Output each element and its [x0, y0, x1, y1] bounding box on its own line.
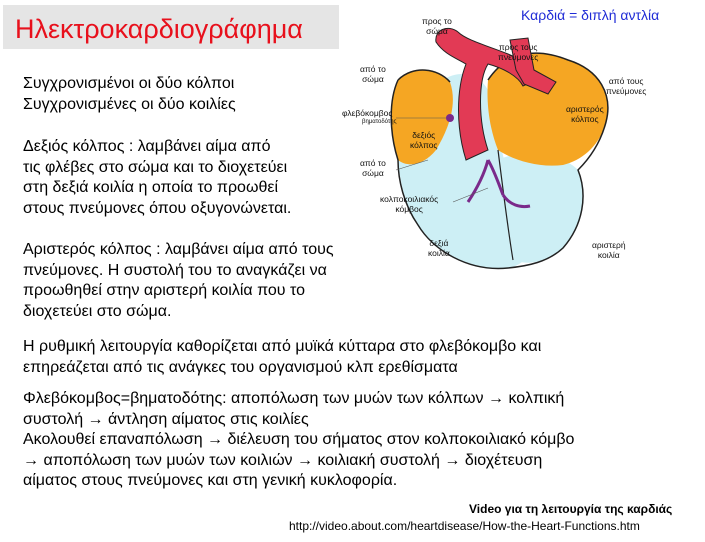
label-line: πνεύμονες: [498, 52, 539, 62]
text-line: Συγχρονισμένες οι δύο κοιλίες: [23, 95, 236, 113]
text-line: τις φλέβες στο σώμα και το διοχετεύει: [23, 158, 288, 176]
text-line: Αριστερός κόλπος : λαμβάνει αίμα από τους: [23, 241, 334, 258]
text-line: Ακολουθεί επαναπόλωση → διέλευση του σήματος στον κολποκοιλιακό κόμβο: [23, 431, 575, 448]
label-av-node: [380, 194, 438, 214]
label-line: αριστερός: [566, 104, 604, 114]
text-line: Η ρυθμική λειτουργία καθορίζεται από μυϊκά κύτταρα στο φλεβόκομβο και: [23, 338, 542, 355]
label-line: προς τους: [498, 42, 538, 52]
label-right-atrium: [410, 130, 438, 150]
label-line: αριστερή: [592, 240, 626, 250]
label-line: πνεύμονες: [606, 86, 647, 96]
label-line: κόλπος: [410, 140, 438, 150]
label-line: κολποκοιλιακός: [380, 194, 439, 204]
label-to-lungs: [498, 42, 538, 62]
label-line: δεξιός: [412, 130, 436, 140]
label-line: σώμα: [426, 26, 448, 36]
label-line: σώμα: [362, 168, 384, 178]
label-line: σώμα: [362, 74, 384, 84]
label-sa-node: [342, 108, 393, 118]
label-left-ventricle: [592, 240, 626, 260]
video-title: Video για τη λειτουργία της καρδιάς: [469, 502, 673, 516]
heart-diagram: [338, 10, 647, 274]
text-line: Φλεβόκομβος=βηματοδότης: αποπόλωση των μυών των κόλπων → κολπική: [23, 390, 565, 407]
text-line: πνεύμονες. Η συστολή του το αναγκάζει να: [23, 261, 327, 279]
title-banner: [3, 5, 339, 49]
label-line: από το: [360, 64, 386, 74]
sync-paragraph: [23, 74, 236, 115]
label-line: κοιλία: [597, 250, 620, 260]
pacemaker-paragraph: [23, 389, 574, 492]
text-line: αίματος στους πνεύμονες και στη γενική κυκλοφορία.: [23, 472, 398, 489]
label-sa-node-sub: [362, 119, 397, 126]
text-line: στους πνεύμονες όπου οξυγονώνεται.: [23, 199, 292, 217]
text-line: → αποπόλωση των μυών των κοιλιών → κοιλιακή συστολή → διοχέτευση: [23, 451, 543, 469]
label-line: από τους: [608, 76, 644, 86]
text-line: επηρεάζεται από τις ανάγκες του οργανισμού κλπ ερεθίσματα: [23, 358, 458, 376]
rhythm-paragraph: [23, 337, 541, 378]
text-line: στη δεξιά κοιλία η οποία το προωθεί: [23, 179, 279, 196]
heart-illustration: [338, 10, 647, 274]
label-from-body-bottom: [360, 158, 386, 178]
label-from-body-top: [360, 64, 386, 84]
text-line: Δεξιός κόλπος : λαμβάνει αίμα από: [23, 138, 271, 155]
video-link[interactable]: http://video.about.com/heartdisease/How-the-Heart-Functions.htm: [289, 519, 640, 533]
label-line: κοιλία: [428, 248, 450, 258]
label-line: κόλπος: [571, 114, 599, 124]
label-left-atrium: [566, 104, 604, 124]
label-line: φλεβόκομβος: [342, 108, 393, 118]
label-line: βηματοδότης: [362, 119, 397, 125]
label-to-body: [422, 16, 452, 36]
text-line: προωθηθεί στην αριστερή κοιλία που το: [23, 282, 305, 299]
text-line: διοχετεύει στο σώμα.: [23, 302, 172, 320]
right-atrium-paragraph: [23, 137, 291, 219]
label-line: από το: [360, 158, 386, 168]
label-line: δεξιά: [429, 238, 449, 248]
label-from-lungs: [606, 76, 646, 96]
label-line: προς το: [422, 16, 452, 26]
sa-node-marker: [446, 114, 454, 122]
label-right-ventricle: [428, 238, 450, 258]
page-title: Ηλεκτροκαρδιογράφημα: [15, 14, 303, 44]
text-line: Συγχρονισμένοι οι δύο κόλποι: [23, 75, 235, 92]
page-subtitle: Καρδιά = διπλή αντλία: [521, 7, 660, 23]
text-line: συστολή → άντληση αίματος στις κοιλίες: [23, 410, 309, 428]
label-line: κόμβος: [395, 204, 423, 214]
left-atrium-paragraph: [23, 240, 334, 322]
